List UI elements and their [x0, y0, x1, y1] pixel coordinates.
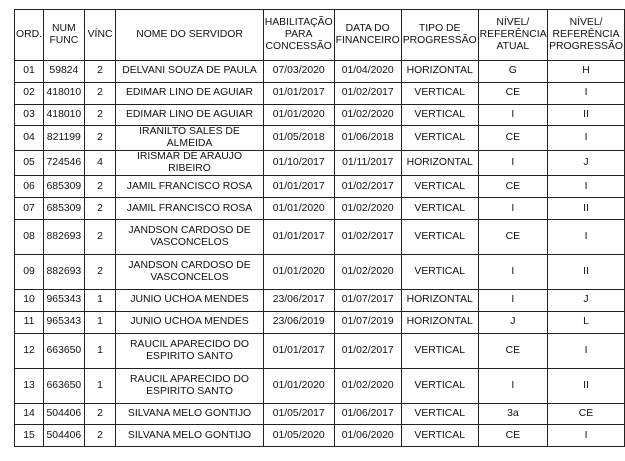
cell-tipo-progressao: VERTICAL [401, 198, 478, 220]
cell-data-financeiro: 01/07/2017 [334, 289, 401, 311]
cell-ord: 13 [15, 368, 44, 403]
cell-nome: JAMIL FRANCISCO ROSA [116, 176, 263, 198]
cell-nivel-atual: I [478, 254, 547, 289]
cell-tipo-progressao: VERTICAL [401, 82, 478, 104]
cell-ord: 14 [15, 403, 44, 425]
cell-data-financeiro: 01/02/2017 [334, 82, 401, 104]
cell-nome: IRISMAR DE ARAUJO RIBEIRO [116, 151, 263, 176]
cell-num-func: 965343 [43, 311, 84, 333]
table-header-row [15, 10, 625, 61]
cell-vinc: 1 [84, 289, 116, 311]
cell-num-func: 418010 [43, 82, 84, 104]
header-vinc: VÍNC [84, 10, 116, 61]
cell-ord: 04 [15, 126, 44, 151]
cell-tipo-progressao: HORIZONTAL [401, 151, 478, 176]
cell-nivel-atual: I [478, 151, 547, 176]
cell-ord: 12 [15, 333, 44, 368]
cell-habilitacao: 01/05/2018 [263, 126, 334, 151]
cell-data-financeiro: 01/02/2020 [334, 368, 401, 403]
cell-num-func: 663650 [43, 368, 84, 403]
cell-tipo-progressao: VERTICAL [401, 403, 478, 425]
cell-data-financeiro: 01/07/2019 [334, 311, 401, 333]
table-row [15, 254, 625, 289]
cell-nivel-atual: CE [478, 82, 547, 104]
cell-data-financeiro: 01/06/2018 [334, 126, 401, 151]
cell-num-func: 965343 [43, 289, 84, 311]
cell-num-func: 504406 [43, 425, 84, 447]
cell-vinc: 2 [84, 219, 116, 254]
table-row [15, 176, 625, 198]
cell-data-financeiro: 01/02/2020 [334, 254, 401, 289]
cell-nivel-atual: CE [478, 333, 547, 368]
cell-ord: 01 [15, 61, 44, 83]
cell-nivel-progressao: I [548, 82, 625, 104]
cell-vinc: 1 [84, 368, 116, 403]
cell-nivel-progressao: I [548, 425, 625, 447]
cell-vinc: 2 [84, 61, 116, 83]
cell-nivel-progressao: II [548, 198, 625, 220]
cell-vinc: 2 [84, 254, 116, 289]
header-num-func: NUM FUNC [43, 10, 84, 61]
cell-tipo-progressao: VERTICAL [401, 176, 478, 198]
cell-nivel-progressao: I [548, 333, 625, 368]
cell-num-func: 59824 [43, 61, 84, 83]
cell-nivel-atual: 3a [478, 403, 547, 425]
cell-ord: 08 [15, 219, 44, 254]
cell-nome: IRANILTO SALES DE ALMEIDA [116, 126, 263, 151]
cell-nivel-atual: J [478, 311, 547, 333]
cell-nivel-progressao: I [548, 219, 625, 254]
cell-data-financeiro: 01/06/2020 [334, 425, 401, 447]
cell-tipo-progressao: VERTICAL [401, 425, 478, 447]
cell-ord: 10 [15, 289, 44, 311]
cell-nivel-atual: CE [478, 176, 547, 198]
cell-habilitacao: 01/01/2020 [263, 254, 334, 289]
cell-habilitacao: 23/06/2019 [263, 311, 334, 333]
cell-nome: JUNIO UCHOA MENDES [116, 289, 263, 311]
cell-ord: 07 [15, 198, 44, 220]
cell-habilitacao: 01/10/2017 [263, 151, 334, 176]
table-row [15, 333, 625, 368]
cell-nivel-progressao: II [548, 104, 625, 126]
cell-nivel-progressao: I [548, 126, 625, 151]
cell-ord: 15 [15, 425, 44, 447]
cell-data-financeiro: 01/02/2017 [334, 219, 401, 254]
cell-num-func: 882693 [43, 254, 84, 289]
cell-tipo-progressao: VERTICAL [401, 368, 478, 403]
table-body [15, 61, 625, 447]
cell-num-func: 685309 [43, 176, 84, 198]
progression-table [14, 9, 625, 447]
cell-habilitacao: 01/01/2017 [263, 333, 334, 368]
cell-nivel-progressao: II [548, 368, 625, 403]
cell-vinc: 1 [84, 333, 116, 368]
cell-nome: SILVANA MELO GONTIJO [116, 425, 263, 447]
header-nome: NOME DO SERVIDOR [116, 10, 263, 61]
cell-nivel-progressao: J [548, 289, 625, 311]
cell-tipo-progressao: HORIZONTAL [401, 311, 478, 333]
cell-habilitacao: 07/03/2020 [263, 61, 334, 83]
table-row [15, 289, 625, 311]
table-row [15, 61, 625, 83]
cell-ord: 06 [15, 176, 44, 198]
cell-nome: DELVANI SOUZA DE PAULA [116, 61, 263, 83]
cell-nome: EDIMAR LINO DE AGUIAR [116, 82, 263, 104]
cell-vinc: 2 [84, 403, 116, 425]
table-row [15, 368, 625, 403]
cell-tipo-progressao: VERTICAL [401, 126, 478, 151]
cell-data-financeiro: 01/06/2017 [334, 403, 401, 425]
cell-vinc: 2 [84, 82, 116, 104]
cell-vinc: 1 [84, 311, 116, 333]
cell-data-financeiro: 01/02/2017 [334, 176, 401, 198]
cell-num-func: 685309 [43, 198, 84, 220]
table-row [15, 198, 625, 220]
cell-nivel-progressao: L [548, 311, 625, 333]
cell-tipo-progressao: HORIZONTAL [401, 289, 478, 311]
cell-ord: 11 [15, 311, 44, 333]
cell-data-financeiro: 01/02/2017 [334, 333, 401, 368]
table-row [15, 403, 625, 425]
cell-tipo-progressao: VERTICAL [401, 219, 478, 254]
cell-nome: RAUCIL APARECIDO DO ESPIRITO SANTO [116, 333, 263, 368]
cell-num-func: 504406 [43, 403, 84, 425]
table-row [15, 311, 625, 333]
header-data-financeiro: DATA DO FINANCEIRO [334, 10, 401, 61]
table-row [15, 126, 625, 151]
cell-nivel-progressao: I [548, 176, 625, 198]
cell-vinc: 2 [84, 198, 116, 220]
cell-vinc: 2 [84, 425, 116, 447]
cell-nivel-atual: CE [478, 126, 547, 151]
cell-vinc: 2 [84, 176, 116, 198]
cell-habilitacao: 01/01/2020 [263, 368, 334, 403]
header-nivel-progressao: NÍVEL/ REFERÊNCIA PROGRESSÃO [548, 10, 625, 61]
cell-nome: JUNIO UCHOA MENDES [116, 311, 263, 333]
cell-tipo-progressao: HORIZONTAL [401, 61, 478, 83]
header-ord: ORD. [15, 10, 44, 61]
cell-nome: JANDSON CARDOSO DE VASCONCELOS [116, 219, 263, 254]
table-row [15, 219, 625, 254]
cell-habilitacao: 01/01/2020 [263, 104, 334, 126]
header-nivel-atual: NÍVEL/ REFERÊNCIA ATUAL [478, 10, 547, 61]
cell-data-financeiro: 01/02/2020 [334, 198, 401, 220]
cell-habilitacao: 23/06/2017 [263, 289, 334, 311]
cell-tipo-progressao: VERTICAL [401, 104, 478, 126]
cell-tipo-progressao: VERTICAL [401, 333, 478, 368]
cell-nivel-progressao: CE [548, 403, 625, 425]
cell-nome: RAUCIL APARECIDO DO ESPIRITO SANTO [116, 368, 263, 403]
cell-num-func: 724546 [43, 151, 84, 176]
table-row [15, 151, 625, 176]
cell-nivel-atual: I [478, 289, 547, 311]
cell-nivel-progressao: II [548, 254, 625, 289]
cell-num-func: 821199 [43, 126, 84, 151]
header-habilitacao: HABILITAÇÃO PARA CONCESSÃO [263, 10, 334, 61]
cell-data-financeiro: 01/02/2020 [334, 104, 401, 126]
cell-nome: JAMIL FRANCISCO ROSA [116, 198, 263, 220]
cell-nome: SILVANA MELO GONTIJO [116, 403, 263, 425]
header-tipo-progressao: TIPO DE PROGRESSÃO [401, 10, 478, 61]
cell-nivel-atual: I [478, 198, 547, 220]
cell-nivel-atual: I [478, 104, 547, 126]
cell-nivel-progressao: J [548, 151, 625, 176]
cell-nome: EDIMAR LINO DE AGUIAR [116, 104, 263, 126]
cell-vinc: 2 [84, 126, 116, 151]
cell-num-func: 418010 [43, 104, 84, 126]
table-row [15, 425, 625, 447]
cell-vinc: 4 [84, 151, 116, 176]
cell-data-financeiro: 01/04/2020 [334, 61, 401, 83]
cell-nivel-atual: CE [478, 219, 547, 254]
cell-nivel-atual: I [478, 368, 547, 403]
cell-ord: 03 [15, 104, 44, 126]
cell-num-func: 663650 [43, 333, 84, 368]
cell-nivel-atual: CE [478, 425, 547, 447]
cell-tipo-progressao: VERTICAL [401, 254, 478, 289]
table-row [15, 82, 625, 104]
cell-data-financeiro: 01/11/2017 [334, 151, 401, 176]
cell-vinc: 2 [84, 104, 116, 126]
cell-num-func: 882693 [43, 219, 84, 254]
cell-habilitacao: 01/01/2020 [263, 198, 334, 220]
cell-ord: 05 [15, 151, 44, 176]
cell-habilitacao: 01/05/2017 [263, 403, 334, 425]
cell-nome: JANDSON CARDOSO DE VASCONCELOS [116, 254, 263, 289]
cell-nivel-progressao: H [548, 61, 625, 83]
table-row [15, 104, 625, 126]
cell-habilitacao: 01/05/2020 [263, 425, 334, 447]
cell-habilitacao: 01/01/2017 [263, 176, 334, 198]
cell-ord: 02 [15, 82, 44, 104]
cell-ord: 09 [15, 254, 44, 289]
cell-habilitacao: 01/01/2017 [263, 82, 334, 104]
cell-nivel-atual: G [478, 61, 547, 83]
cell-habilitacao: 01/01/2017 [263, 219, 334, 254]
